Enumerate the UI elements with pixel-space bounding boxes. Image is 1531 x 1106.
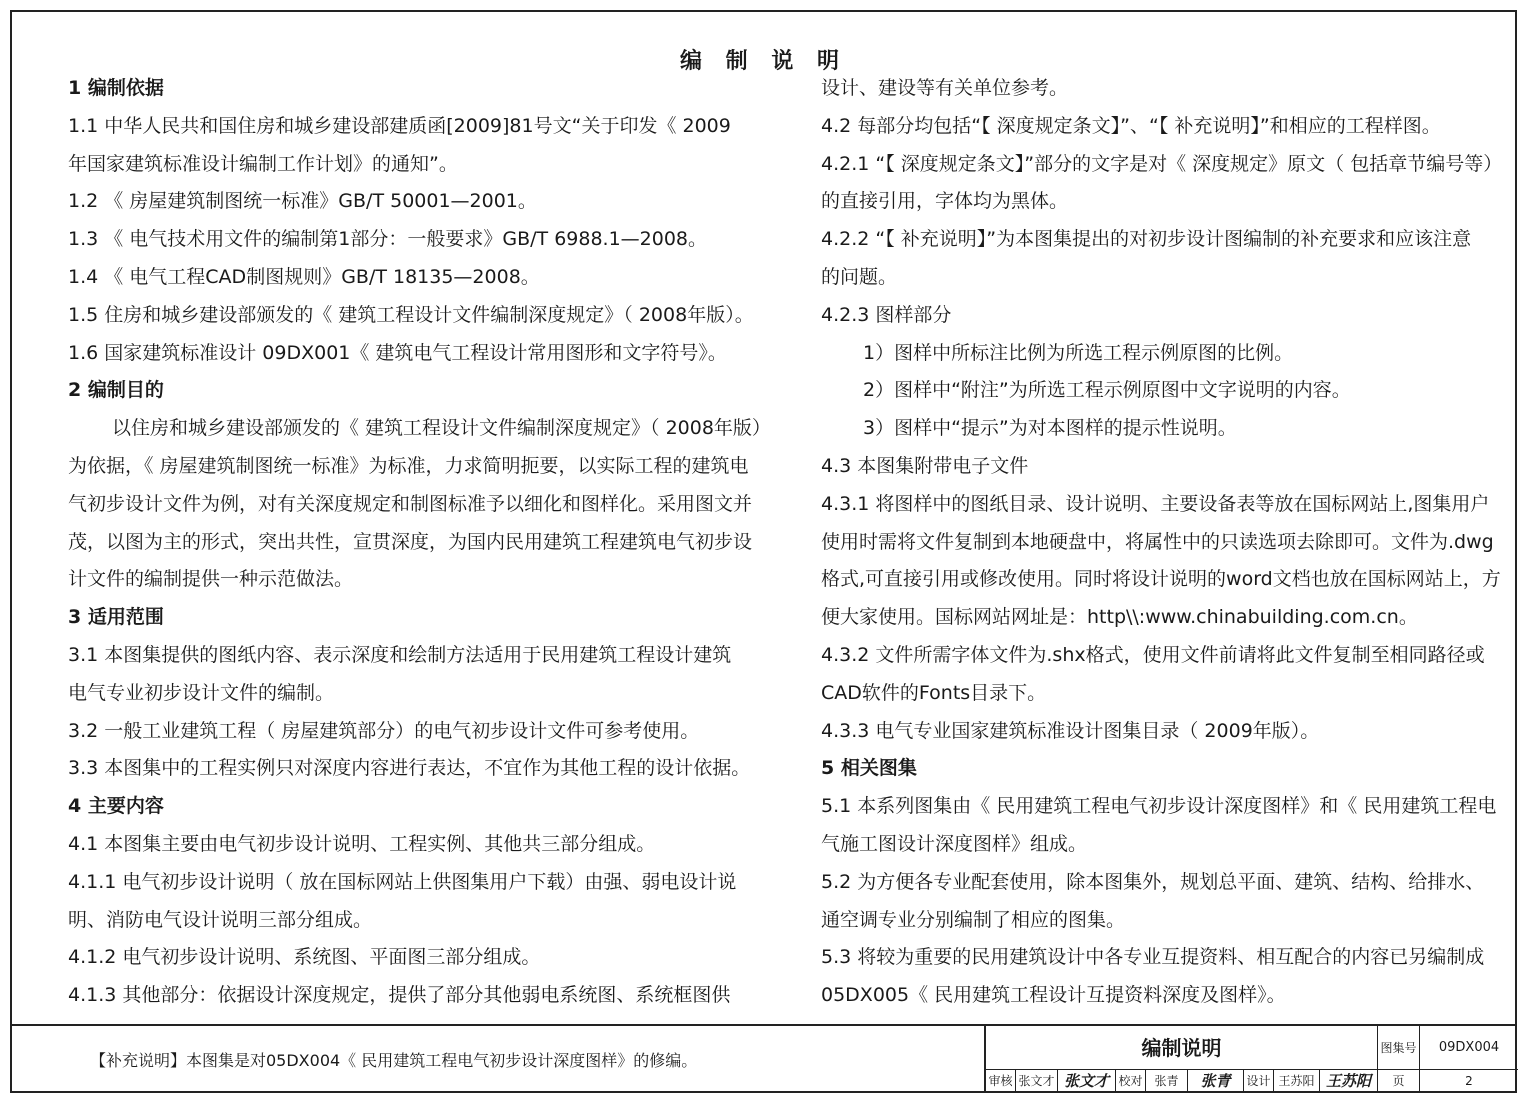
text-line: 4.1.2 电气初步设计说明、系统图、平面图三部分组成。 [68, 946, 541, 969]
atlas-number: 09DX004 [1420, 1026, 1518, 1070]
text-line: 4.2.3 图样部分 [821, 303, 952, 326]
text-line: 4.3 本图集附带电子文件 [821, 454, 1029, 477]
text-line: 电气专业初步设计文件的编制。 [68, 681, 335, 704]
text-line: 1）图样中所标注比例为所选工程示例原图的比例。 [863, 341, 1294, 364]
text-line: 5.2 为方便各专业配套使用，除本图集外，规划总平面、建筑、结构、给排水、 [821, 870, 1485, 893]
section-heading: 1 编制依据 [68, 77, 164, 99]
left-column [68, 70, 771, 1015]
text-line: 设计、建设等有关单位参考。 [821, 77, 1069, 99]
section-heading: 5 相关图集 [821, 757, 917, 780]
review-signature: 张文才 [1058, 1070, 1116, 1093]
page-title: 编 制 说 明 [680, 49, 847, 74]
text-line: 5.1 本系列图集由《 民用建筑工程电气初步设计深度图样》和《 民用建筑工程电 [821, 795, 1497, 818]
signature-row [986, 1070, 1377, 1093]
text-line: 明、消防电气设计说明三部分组成。 [68, 908, 373, 931]
title-block-table [984, 1026, 1517, 1093]
text-line: 3.2 一般工业建筑工程（ 房屋建筑部分）的电气初步设计文件可参考使用。 [68, 719, 700, 742]
text-line: 的问题。 [821, 265, 898, 288]
text-line: 4.2 每部分均包括“【 深度规定条文】”、“【 补充说明】”和相应的工程样图。 [821, 114, 1441, 137]
text-line: 2）图样中“附注”为所选工程示例原图中文字说明的内容。 [863, 379, 1351, 402]
text-line: 3.1 本图集提供的图纸内容、表示深度和绘制方法适用于民用建筑工程设计建筑 [68, 643, 732, 666]
design-name: 王苏阳 [1274, 1070, 1320, 1093]
text-line: 计文件的编制提供一种示范做法。 [68, 568, 354, 591]
text-line: 1.1 中华人民共和国住房和城乡建设部建质函[2009]81号文“关于印发《 2009 [68, 114, 731, 137]
text-line: 通空调专业分别编制了相应的图集。 [821, 908, 1126, 931]
block-title: 编制说明 [986, 1026, 1377, 1070]
text-line: 4.1.3 其他部分：依据设计深度规定，提供了部分其他弱电系统图、系统框图供 [68, 984, 731, 1007]
review-name: 张文才 [1016, 1070, 1058, 1093]
text-line: 05DX005《 民用建筑工程设计互提资料深度及图样》。 [821, 984, 1286, 1007]
page-label: 页 [1378, 1070, 1420, 1093]
text-line: 格式,可直接引用或修改使用。同时将设计说明的word文档也放在国标网站上，方 [821, 568, 1501, 591]
text-line: 4.1 本图集主要由电气初步设计说明、工程实例、其他共三部分组成。 [68, 832, 656, 855]
text-line: 为依据，《 房屋建筑制图统一标准》为标准，力求简明扼要，以实际工程的建筑电 [68, 454, 749, 477]
text-line: 3）图样中“提示”为对本图样的提示性说明。 [863, 417, 1237, 440]
text-line: 4.2.1 “【 深度规定条文】”部分的文字是对《 深度规定》原文（ 包括章节编号等） [821, 152, 1503, 175]
section-heading: 4 主要内容 [68, 795, 164, 818]
text-line: CAD软件的Fonts目录下。 [821, 681, 1047, 704]
right-column [821, 70, 1511, 1015]
text-line: 1.6 国家建筑标准设计 09DX001《 建筑电气工程设计常用图形和文字符号》。 [68, 341, 727, 364]
text-line: 1.3 《 电气技术用文件的编制第1部分：一般要求》GB/T 6988.1—2008。 [68, 228, 708, 251]
text-line: 3.3 本图集中的工程实例只对深度内容进行表达，不宜作为其他工程的设计依据。 [68, 757, 751, 780]
design-signature: 王苏阳 [1325, 1072, 1371, 1090]
page-number: 2 [1465, 1074, 1473, 1088]
text-line: 4.3.3 电气专业国家建筑标准设计图集目录（ 2009年版）。 [821, 719, 1320, 742]
section-heading: 3 适用范围 [68, 606, 164, 629]
text-line: 使用时需将文件复制到本地硬盘中，将属性中的只读选项去除即可。文件为.dwg [821, 530, 1494, 553]
text-line: 气施工图设计深度图样》组成。 [821, 832, 1088, 855]
section-heading: 2 编制目的 [68, 379, 164, 402]
supplementary-note: 【补充说明】本图集是对05DX004《 民用建筑工程电气初步设计深度图样》的修编。 [90, 1051, 698, 1070]
text-line: 4.2.2 “【 补充说明】”为本图集提出的对初步设计图编制的补充要求和应该注意 [821, 228, 1472, 251]
check-signature: 张青 [1188, 1070, 1244, 1093]
text-line: 4.3.2 文件所需字体文件为.shx格式，使用文件前请将此文件复制至相同路径或 [821, 643, 1485, 666]
text-line: 的直接引用，字体均为黑体。 [821, 190, 1069, 213]
atlas-info [1377, 1026, 1519, 1093]
check-label: 校对 [1116, 1070, 1146, 1093]
text-line: 茂，以图为主的形式，突出共性，宣贯深度，为国内民用建筑工程建筑电气初步设 [68, 530, 753, 553]
text-line: 4.3.1 将图样中的图纸目录、设计说明、主要设备表等放在国标网站上,图集用户 [821, 492, 1490, 515]
review-label: 审核 [986, 1070, 1016, 1093]
atlas-label: 图集号 [1378, 1026, 1420, 1070]
check-name: 张青 [1146, 1070, 1188, 1093]
text-line: 年国家建筑标准设计编制工作计划》的通知”。 [68, 152, 458, 175]
text-line: 1.4 《 电气工程CAD制图规则》GB/T 18135—2008。 [68, 265, 540, 288]
text-line: 5.3 将较为重要的民用建筑设计中各专业互提资料、相互配合的内容已另编制成 [821, 946, 1485, 969]
text-line: 以住房和城乡建设部颁发的《 建筑工程设计文件编制深度规定》（ 2008年版） [112, 417, 771, 440]
text-line: 1.2 《 房屋建筑制图统一标准》GB/T 50001—2001。 [68, 190, 537, 213]
text-line: 气初步设计文件为例，对有关深度规定和制图标准予以细化和图样化。采用图文并 [68, 492, 753, 515]
text-line: 便大家使用。国标网站网址是：http\\:www.chinabuilding.com.cn。 [821, 606, 1418, 629]
text-line: 4.1.1 电气初步设计说明（ 放在国标网站上供图集用户下载）由强、弱电设计说 [68, 870, 737, 893]
text-line: 1.5 住房和城乡建设部颁发的《 建筑工程设计文件编制深度规定》（ 2008年版）。 [68, 303, 754, 326]
design-label: 设计 [1244, 1070, 1274, 1093]
title-block [10, 1024, 1517, 1093]
